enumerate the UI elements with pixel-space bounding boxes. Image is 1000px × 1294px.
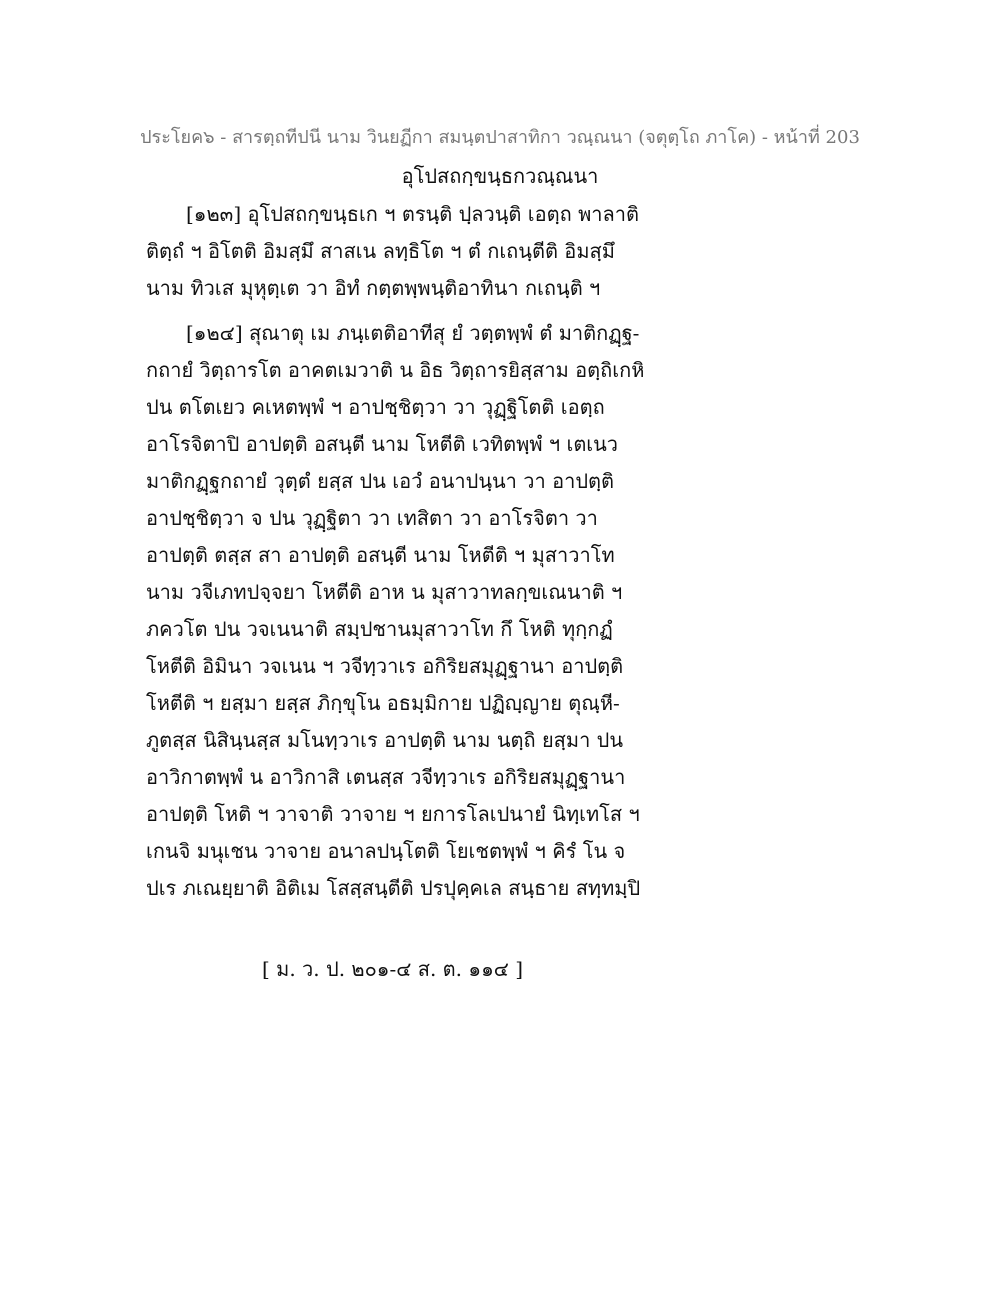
text-line: ปเร ภเณยฺยาติ อิติเม โสสฺสนฺตีติ ปรปุคฺคเล สนฺธาย สทฺทมฺปิ (146, 876, 641, 900)
body-text (146, 196, 866, 907)
source-reference: [ ม. ว. ป. ๒๐๑-๔ ส. ต. ๑๑๔ ] (262, 957, 524, 981)
text-line: อาปชฺชิตฺวา จ ปน วุฏฺฐิตา วา เทสิตา วา อาโรจิตา วา (146, 506, 598, 530)
paragraph-gap (146, 307, 866, 315)
text-line: ภูตสฺส นิสินฺนสฺส มโนทฺวาเร อาปตฺติ นาม นตฺถิ ยสฺมา ปน (146, 728, 624, 752)
text-line: นาม ทิวเส มุหุตฺเต วา อิทํ กตฺตพฺพนฺติอาทินา กเถนฺติ ฯ (146, 276, 601, 300)
section-title: อุโปสถกฺขนฺธกวณฺณนา (401, 164, 599, 188)
text-line: อาโรจิตาปิ อาปตฺติ อสนฺตี นาม โหตีติ เวทิตพฺพํ ฯ เตเนว (146, 432, 619, 456)
text-line: ปน ตโตเยว คเหตพฺพํ ฯ อาปชฺชิตฺวา วา วุฏฺฐิโตติ เอตฺถ (146, 395, 605, 419)
text-line: อาปตฺติ ตสฺส สา อาปตฺติ อสนฺตี นาม โหตีติ ฯ มุสาวาโท (146, 543, 615, 567)
text-line: โหตีติ ฯ ยสฺมา ยสฺส ภิกฺขุโน อธมฺมิกาย ปฏิญฺญาย ตุณฺหี- (146, 691, 620, 715)
text-line: ภควโต ปน วจเนนาติ สมฺปชานมุสาวาโท กึ โหติ ทุกฺกฏํ (146, 617, 613, 641)
paragraph-123 (146, 196, 866, 307)
text-line: [๑๒๓] อุโปสถกฺขนฺธเก ฯ ตรนฺติ ปฺลวนฺติ เอตฺถ พาลาติ (186, 202, 639, 226)
paragraph-124 (146, 315, 866, 907)
text-line: นาม วจีเภทปจฺจยา โหตีติ อาห น มุสาวาทลกฺขเณนาติ ฯ (146, 580, 623, 604)
text-line: มาติกฏฺฐกถายํ วุตฺตํ ยสฺส ปน เอวํ อนาปนฺนา วา อาปตฺติ (146, 469, 614, 493)
text-line: กถายํ วิตฺถารโต อาคตเมวาติ น อิธ วิตฺถารยิสฺสาม อตฺถิเกหิ (146, 358, 645, 382)
text-line: อาปตฺติ โหติ ฯ วาจาติ วาจาย ฯ ยการโลเปนายํ นิทฺเทโส ฯ (146, 802, 640, 826)
text-line: เกนจิ มนุเชน วาจาย อนาลปนฺโตติ โยเชตพฺพํ ฯ คิรํ โน จ (146, 839, 626, 863)
running-header: ประโยค๖ - สารตฺถทีปนี นาม วินยฏีกา สมนฺตปาสาทิกา วณฺณนา (จตุตฺโถ ภาโค) - หน้าที่ 203 (140, 127, 860, 148)
text-line: ติตฺถํ ฯ อิโตติ อิมสฺมึ สาสเน ลทฺธิโต ฯ ตํ กเถนฺตีติ อิมสฺมึ (146, 239, 615, 263)
text-line: โหตีติ อิมินา วจเนน ฯ วจีทฺวาเร อกิริยสมุฏฺฐานา อาปตฺติ (146, 654, 624, 678)
text-line: [๑๒๔] สุณาตุ เม ภนฺเตติอาทีสุ ยํ วตฺตพฺพํ ตํ มาติกฏฺฐ- (186, 321, 640, 345)
text-line: อาวิกาตพฺพํ น อาวิกาสิ เตนสฺส วจีทฺวาเร อกิริยสมุฏฺฐานา (146, 765, 626, 789)
